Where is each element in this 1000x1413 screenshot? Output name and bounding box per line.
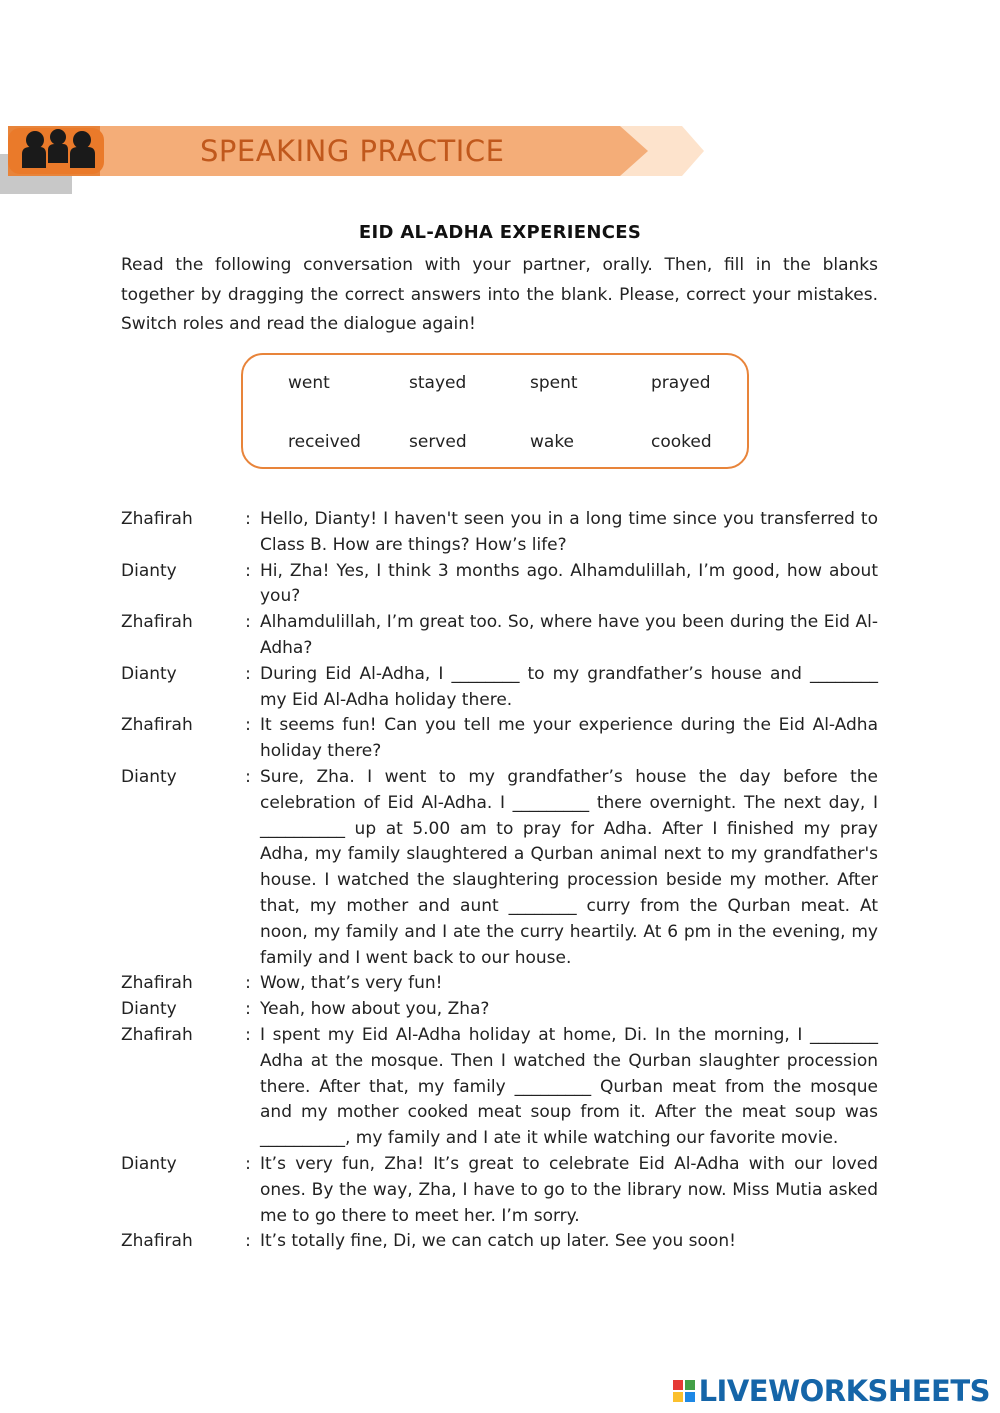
separator: : — [245, 766, 251, 787]
instructions-paragraph: Read the following conversation with your partner, orally. Then, fill in the blanks together by dragging the correct answers into the blank. Please, correct your mistakes. Switch roles and read the dialogue again! — [121, 255, 878, 334]
separator: : — [245, 509, 251, 529]
word-bank — [241, 353, 749, 469]
dialogue-turn — [121, 971, 878, 997]
dialogue-turn — [121, 559, 878, 611]
section-title: SPEAKING PRACTICE — [200, 134, 505, 168]
dialogue-line-with-blanks[interactable]: I spent my Eid Al-Adha holiday at home, Di. In the morning, I ________ Adha at the mosque. Then I watched the Qurban slaughter procession there. After that, my family _________ Qurban meat from the mosque and my mother cooked meat soup from it. After the meat soup was __________, my family and I ate it while watching our favorite movie. — [260, 1024, 878, 1149]
word-bank-item[interactable]: served — [409, 432, 467, 452]
speaker-name: Zhafirah — [121, 715, 193, 736]
dialogue-line: Wow, that’s very fun! — [260, 973, 443, 994]
speaker-name: Zhafirah — [121, 612, 193, 633]
word-bank-item[interactable]: wake — [530, 432, 575, 452]
dialogue-line: Hello, Dianty! I haven't seen you in a long time since you transferred to Class B. How are things? How’s life? — [260, 509, 878, 555]
word-bank-item[interactable]: prayed — [651, 373, 711, 393]
word-bank-item[interactable]: went — [288, 373, 330, 393]
speaker-name: Dianty — [121, 560, 177, 581]
separator: : — [245, 1153, 251, 1174]
dialogue-line: It’s very fun, Zha! It’s great to celebrate Eid Al-Adha with our loved ones. By the way, Zha, I have to go to the library now. Miss Mutia asked me to go there to meet her. I’m sorry. — [260, 1153, 878, 1226]
speaker-name: Dianty — [121, 663, 177, 684]
dialogue — [121, 507, 878, 1255]
dialogue-line-with-blanks[interactable]: Sure, Zha. I went to my grandfather’s house the day before the celebration of Eid Al-Adha. I _________ there overnight. The next day, I __________ up at 5.00 am to pray for Adha. After I finished my pray Adha, my family slaughtered a Qurban animal next to my grandfather's house. I watched the slaughtering procession beside my mother. After that, my mother and aunt ________ curry from the Qurban meat. At noon, my family and I ate the curry heartily. At 6 pm in the evening, my family and I went back to our house. — [260, 766, 878, 968]
dialogue-line: Alhamdulillah, I’m great too. So, where have you been during the Eid Al-Adha? — [260, 612, 878, 658]
worksheet-title: EID AL-ADHA EXPERIENCES — [358, 222, 642, 243]
dialogue-line-with-blanks[interactable]: During Eid Al-Adha, I ________ to my grandfather’s house and ________ my Eid Al-Adha holiday there. — [260, 663, 878, 710]
word-bank-item[interactable]: spent — [530, 373, 578, 393]
dialogue-turn — [121, 1229, 878, 1255]
footer-brand[interactable] — [673, 1374, 990, 1408]
dialogue-turn — [121, 507, 878, 559]
speaker-name: Zhafirah — [121, 509, 193, 529]
separator: : — [245, 1024, 251, 1045]
dialogue-line: Hi, Zha! Yes, I think 3 months ago. Alhamdulillah, I’m good, how about you? — [260, 560, 878, 607]
brand-name: LIVEWORKSHEETS — [698, 1374, 990, 1408]
word-bank-item[interactable]: received — [288, 432, 361, 452]
dialogue-line: Yeah, how about you, Zha? — [260, 999, 490, 1020]
speaker-name: Zhafirah — [121, 1024, 193, 1045]
separator: : — [245, 999, 251, 1020]
speaker-name: Zhafirah — [121, 973, 193, 994]
dialogue-turn — [121, 662, 878, 714]
dialogue-line: It seems fun! Can you tell me your experience during the Eid Al-Adha holiday there? — [260, 715, 878, 762]
dialogue-turn — [121, 1023, 878, 1152]
separator: : — [245, 973, 251, 994]
word-bank-item[interactable]: stayed — [409, 373, 467, 393]
speaking-people-icon — [22, 129, 95, 168]
dialogue-turn — [121, 713, 878, 765]
separator: : — [245, 612, 251, 633]
separator: : — [245, 1231, 251, 1252]
separator: : — [245, 663, 251, 684]
dialogue-line: It’s totally fine, Di, we can catch up later. See you soon! — [260, 1231, 736, 1252]
liveworksheets-logo-icon — [673, 1380, 695, 1402]
speaker-name: Dianty — [121, 766, 177, 787]
speaker-name: Dianty — [121, 1153, 177, 1174]
separator: : — [245, 715, 251, 736]
dialogue-turn — [121, 997, 878, 1023]
dialogue-turn — [121, 765, 878, 971]
dialogue-turn — [121, 1152, 878, 1229]
speaker-name: Zhafirah — [121, 1231, 193, 1252]
speaker-name: Dianty — [121, 999, 177, 1020]
dialogue-turn — [121, 610, 878, 662]
separator: : — [245, 560, 251, 581]
word-bank-item[interactable]: cooked — [651, 432, 712, 452]
